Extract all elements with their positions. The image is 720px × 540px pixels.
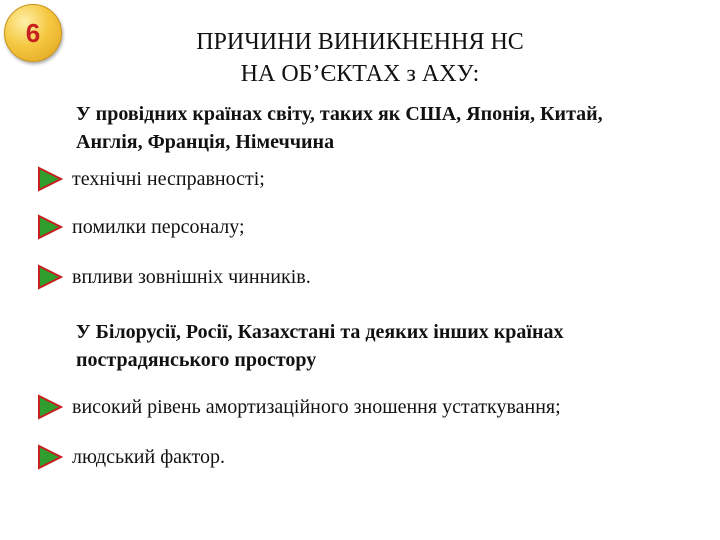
section-1-heading-line-2: Англія, Франція, Німеччина: [76, 131, 335, 153]
list-item-text: людський фактор.: [72, 446, 225, 468]
slide-title: [0, 26, 720, 90]
green-triangle-arrow-icon: [36, 214, 64, 240]
green-triangle-arrow-icon: [36, 264, 64, 290]
list-item: [36, 164, 265, 194]
green-triangle-arrow-icon: [36, 166, 64, 192]
title-line-2: НА ОБ’ЄКТАХ з АХУ:: [240, 61, 480, 87]
list-item-text: впливи зовнішніх чинників.: [72, 266, 311, 288]
list-item: [36, 442, 225, 472]
green-triangle-arrow-icon: [36, 394, 64, 420]
slide-number: 6: [25, 17, 41, 48]
section-2-heading-line-2: пострадянського простору: [76, 349, 317, 371]
title-line-1: ПРИЧИНИ ВИНИКНЕННЯ НС: [196, 29, 524, 55]
list-item-text: технічні несправності;: [72, 168, 265, 190]
section-2-heading: [76, 318, 696, 374]
section-1-heading-line-1: У провідних країнах світу, таких як США, Японія, Китай,: [76, 103, 603, 125]
section-2-heading-line-1: У Білорусії, Росії, Казахстані та деяких інших країнах: [76, 321, 564, 343]
list-item: [36, 392, 561, 422]
list-item-text: помилки персоналу;: [72, 216, 245, 238]
list-item: [36, 262, 311, 292]
list-item: [36, 212, 245, 242]
green-triangle-arrow-icon: [36, 444, 64, 470]
list-item-text: високий рівень амортизаційного зношення устаткування;: [72, 396, 561, 418]
section-1-heading: [76, 100, 716, 156]
